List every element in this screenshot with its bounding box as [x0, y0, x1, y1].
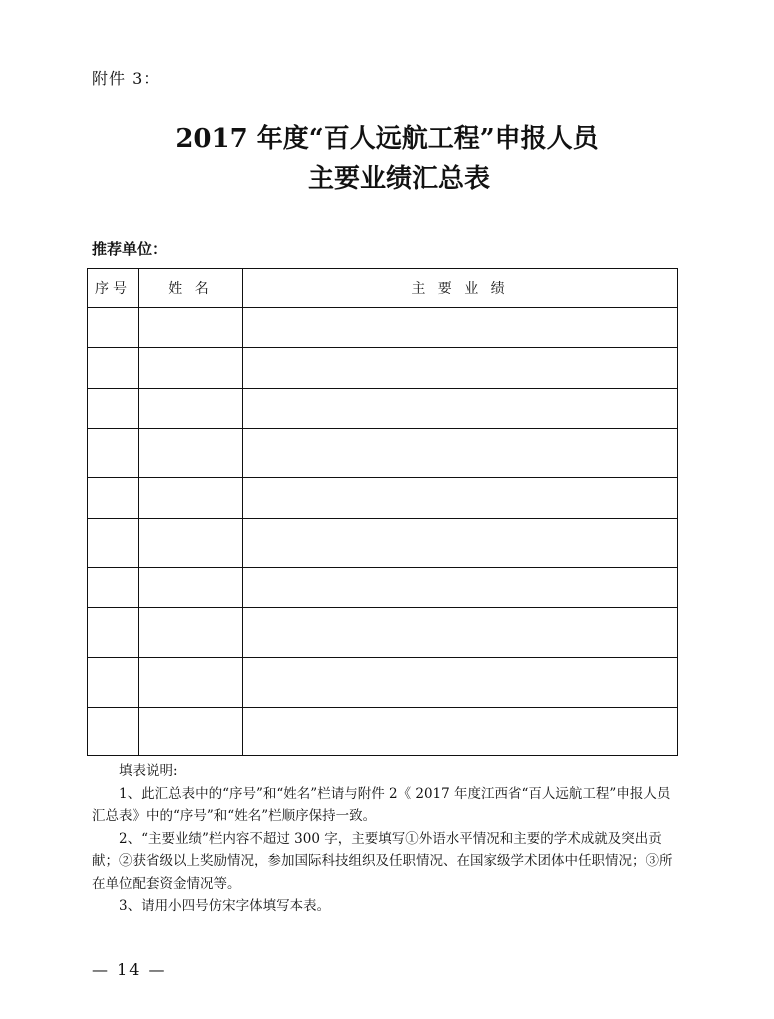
- name-cell[interactable]: [139, 389, 243, 429]
- filling-instructions: [92, 760, 682, 918]
- achievements-cell[interactable]: [243, 658, 678, 708]
- serial-cell[interactable]: [88, 389, 139, 429]
- name-cell[interactable]: [139, 519, 243, 568]
- table-row: [88, 608, 678, 658]
- table-header-row: [88, 269, 678, 308]
- instructions-heading: 填表说明:: [119, 763, 178, 779]
- name-cell[interactable]: [139, 568, 243, 608]
- document-title-line1: 2017 年度“百人远航工程”申报人员: [175, 124, 599, 154]
- table-body: [88, 308, 678, 756]
- achievements-cell[interactable]: [243, 519, 678, 568]
- name-cell[interactable]: [139, 348, 243, 389]
- header-serial-number: 序号: [88, 269, 139, 308]
- attachment-label: 附件 3：: [92, 69, 161, 88]
- instruction-item-2: 2、“主要业绩”栏内容不超过 300 字，主要填写①外语水平情况和主要的学术成就及突出贡献；②获省级以上奖励情况，参加国际科技组织及任职情况、在国家级学术团体中任职情况；③所在单位配套资金情况等。: [92, 830, 673, 892]
- table-row: [88, 708, 678, 756]
- serial-cell[interactable]: [88, 478, 139, 519]
- achievements-cell[interactable]: [243, 568, 678, 608]
- name-cell[interactable]: [139, 608, 243, 658]
- document-title-line2: 主要业绩汇总表: [307, 164, 490, 194]
- table-row: [88, 389, 678, 429]
- serial-cell[interactable]: [88, 658, 139, 708]
- serial-cell[interactable]: [88, 568, 139, 608]
- instruction-item-3: 3、请用小四号仿宋字体填写本表。: [119, 898, 331, 914]
- achievements-cell[interactable]: [243, 429, 678, 478]
- table-row: [88, 348, 678, 389]
- header-name: 姓 名: [139, 269, 243, 308]
- achievements-cell[interactable]: [243, 308, 678, 348]
- name-cell[interactable]: [139, 429, 243, 478]
- name-cell[interactable]: [139, 708, 243, 756]
- table-row: [88, 519, 678, 568]
- name-cell[interactable]: [139, 658, 243, 708]
- achievements-table: [87, 268, 678, 756]
- recommending-unit-label: 推荐单位：: [92, 240, 168, 258]
- serial-cell[interactable]: [88, 308, 139, 348]
- table-row: [88, 429, 678, 478]
- instruction-item-1: 1、此汇总表中的“序号”和“姓名”栏请与附件 2《 2017 年度江西省“百人远航工程”申报人员汇总表》中的“序号”和“姓名”栏顺序保持一致。: [92, 785, 671, 824]
- serial-cell[interactable]: [88, 708, 139, 756]
- table-row: [88, 658, 678, 708]
- name-cell[interactable]: [139, 478, 243, 519]
- achievements-cell[interactable]: [243, 348, 678, 389]
- achievements-cell[interactable]: [243, 389, 678, 429]
- serial-cell[interactable]: [88, 429, 139, 478]
- serial-cell[interactable]: [88, 348, 139, 389]
- achievements-cell[interactable]: [243, 478, 678, 519]
- achievements-cell[interactable]: [243, 608, 678, 658]
- header-main-achievements: 主 要 业 绩: [243, 269, 678, 308]
- table-row: [88, 568, 678, 608]
- table-row: [88, 308, 678, 348]
- page-number: — 14 —: [92, 960, 167, 979]
- serial-cell[interactable]: [88, 519, 139, 568]
- table-row: [88, 478, 678, 519]
- serial-cell[interactable]: [88, 608, 139, 658]
- achievements-cell[interactable]: [243, 708, 678, 756]
- name-cell[interactable]: [139, 308, 243, 348]
